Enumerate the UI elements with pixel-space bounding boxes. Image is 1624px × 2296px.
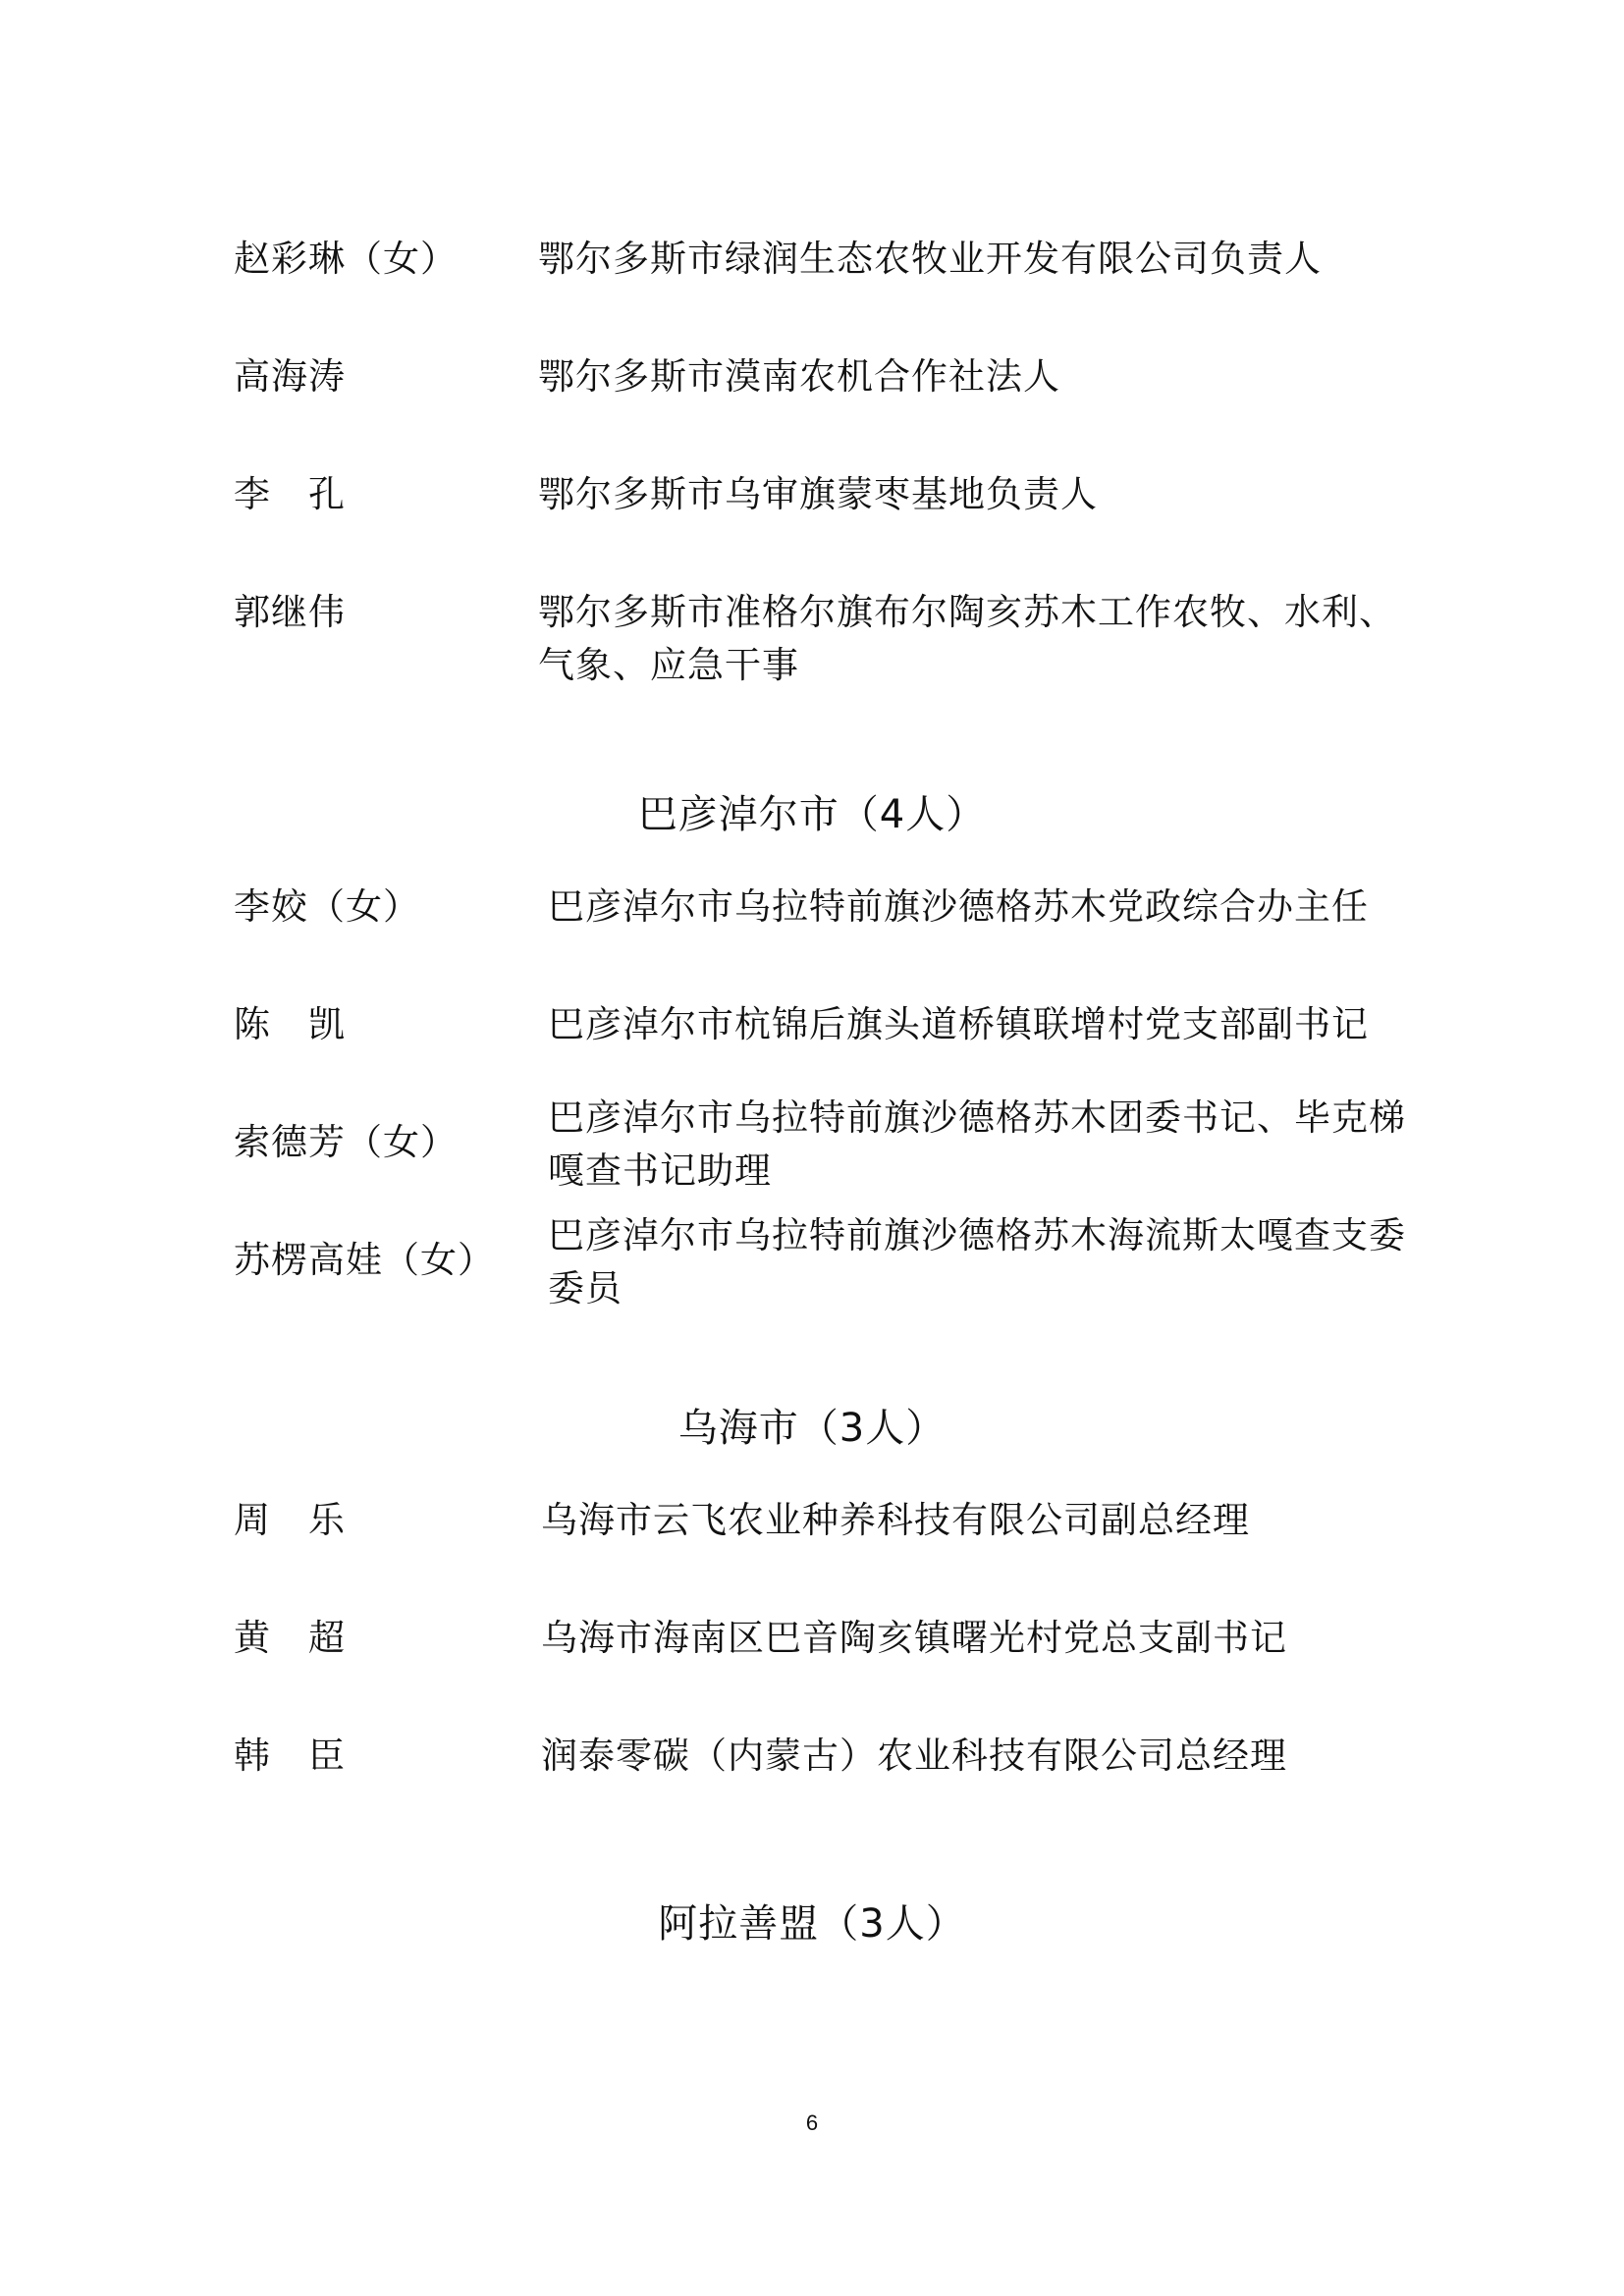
entry-description: 润泰零碳（内蒙古）农业科技有限公司总经理 bbox=[541, 1735, 1287, 1777]
entry-name: 李 孔 bbox=[234, 473, 346, 515]
entry-description: 巴彦淖尔市乌拉特前旗沙德格苏木党政综合办主任 bbox=[548, 885, 1369, 928]
entry-name: 索德芳（女） bbox=[234, 1121, 458, 1163]
entry-description: 巴彦淖尔市杭锦后旗头道桥镇联增村党支部副书记 bbox=[548, 1003, 1369, 1045]
entry-name: 赵彩琳（女） bbox=[234, 238, 458, 280]
entry-description: 鄂尔多斯市漠南农机合作社法人 bbox=[538, 355, 1060, 398]
entry-name: 高海涛 bbox=[234, 355, 346, 398]
entry-name: 李姣（女） bbox=[234, 885, 420, 928]
entry-description: 乌海市海南区巴音陶亥镇曙光村党总支副书记 bbox=[541, 1617, 1287, 1659]
entry-name: 郭继伟 bbox=[234, 591, 346, 633]
entry-description: 鄂尔多斯市乌审旗蒙枣基地负责人 bbox=[538, 473, 1098, 515]
entry-description: 巴彦淖尔市乌拉特前旗沙德格苏木海流斯太嘎查支委委员 bbox=[548, 1214, 1406, 1309]
entry-name: 韩 臣 bbox=[234, 1735, 346, 1777]
section-heading: 乌海市（3人） bbox=[677, 1406, 947, 1451]
section-heading: 巴彦淖尔市（4人） bbox=[637, 792, 987, 837]
entry-name: 陈 凯 bbox=[234, 1003, 346, 1045]
entry-name: 苏楞高娃（女） bbox=[234, 1239, 495, 1281]
entry-description: 巴彦淖尔市乌拉特前旗沙德格苏木团委书记、毕克梯嘎查书记助理 bbox=[548, 1096, 1406, 1192]
entry-description: 鄂尔多斯市绿润生态农牧业开发有限公司负责人 bbox=[538, 238, 1322, 280]
entry-description: 鄂尔多斯市准格尔旗布尔陶亥苏木工作农牧、水利、气象、应急干事 bbox=[538, 591, 1396, 686]
entry-name: 黄 超 bbox=[234, 1617, 346, 1659]
entry-name: 周 乐 bbox=[234, 1499, 346, 1541]
entry-description: 乌海市云飞农业种养科技有限公司副总经理 bbox=[541, 1499, 1250, 1541]
section-heading: 阿拉善盟（3人） bbox=[658, 1901, 966, 1947]
page-number: 6 bbox=[805, 2110, 819, 2135]
